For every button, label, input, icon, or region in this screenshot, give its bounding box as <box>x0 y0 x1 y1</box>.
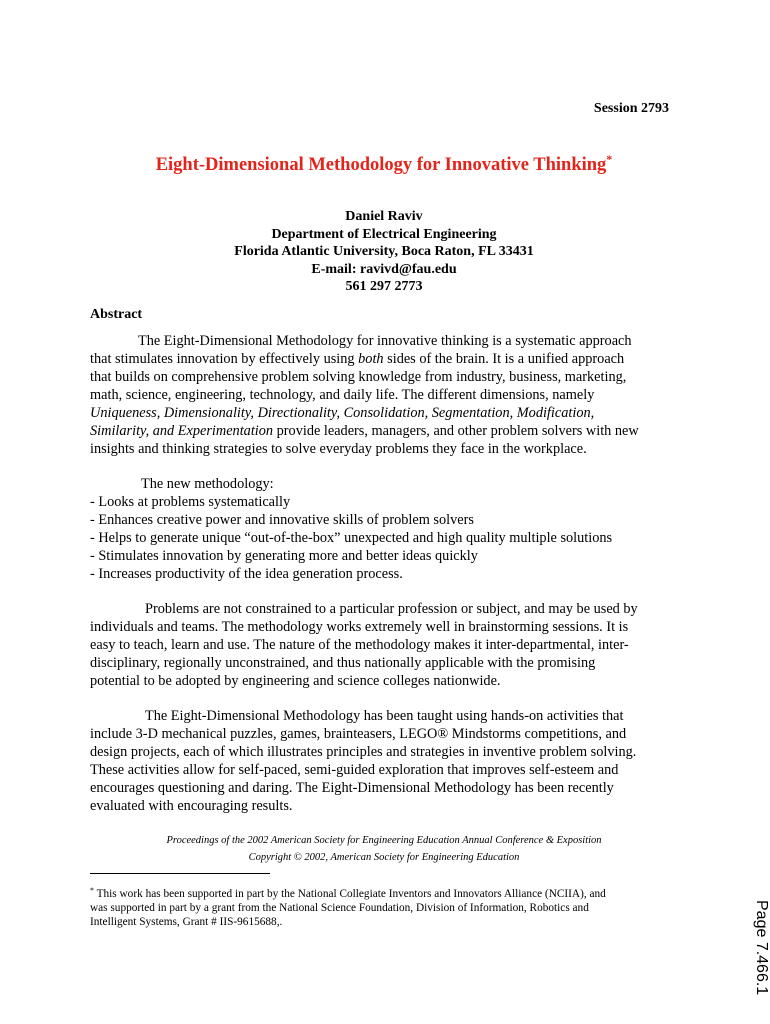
text-span: This work has been supported in part by the National Collegiate Inventors and Innovators Alliance (NCIIA), and <box>94 888 606 900</box>
footnote-line: was supported in part by a grant from the National Science Foundation, Division of Information, Robotics and <box>90 902 589 914</box>
text-line <box>90 350 680 368</box>
abstract-paragraph-2 <box>90 475 680 583</box>
proceedings-line: Proceedings of the 2002 American Society for Engineering Education Annual Conference & Exposition <box>166 835 602 846</box>
text-line: The Eight-Dimensional Methodology for innovative thinking is a systematic approach <box>138 333 632 349</box>
text-span: provide leaders, managers, and other problem solvers with new <box>273 423 639 439</box>
text-line: encourages questioning and daring. The Eight-Dimensional Methodology has been recently <box>90 780 614 796</box>
abstract-paragraph-3 <box>90 600 680 690</box>
abstract-paragraph-1 <box>90 332 680 458</box>
paper-title <box>0 152 768 176</box>
author-email: E-mail: ravivd@fau.edu <box>311 261 457 277</box>
author-phone: 561 297 2773 <box>345 279 423 294</box>
session-number: Session 2793 <box>593 101 669 116</box>
footnote-line: Intelligent Systems, Grant # IIS-9615688,. <box>90 916 283 928</box>
text-line: math, science, engineering, technology, and daily life. The different dimensions, namely <box>90 387 595 403</box>
emphasis-text: both <box>358 351 384 367</box>
text-line: evaluated with encouraging results. <box>90 798 293 814</box>
page-number: Page 7.466.1 <box>753 900 770 996</box>
text-span: that stimulates innovation by effectively using <box>90 351 359 367</box>
text-line: easy to teach, learn and use. The nature of the methodology makes it inter-departmental, inter- <box>90 637 629 653</box>
text-line <box>90 404 680 422</box>
text-line: include 3-D mechanical puzzles, games, brainteasers, LEGO® Mindstorms competitions, and <box>90 726 627 742</box>
copyright-line: Copyright © 2002, American Society for Engineering Education <box>248 852 520 863</box>
text-line: Problems are not constrained to a particular profession or subject, and may be used by <box>145 601 638 617</box>
text-span: sides of the brain. It is a unified approach <box>383 351 625 367</box>
text-line: potential to be adopted by engineering and science colleges nationwide. <box>90 673 501 689</box>
text-line: These activities allow for self-paced, semi-guided exploration that improves self-esteem and <box>90 762 619 778</box>
bullet-item: - Increases productivity of the idea generation process. <box>90 566 403 582</box>
text-line: The Eight-Dimensional Methodology has been taught using hands-on activities that <box>145 708 624 724</box>
text-line: individuals and teams. The methodology works extremely well in brainstorming sessions. It is <box>90 619 629 635</box>
text-line: The new methodology: <box>141 476 274 492</box>
abstract-heading: Abstract <box>90 307 143 322</box>
footnote <box>90 884 690 929</box>
bullet-item: - Stimulates innovation by generating more and better ideas quickly <box>90 548 478 564</box>
author-name: Daniel Raviv <box>345 209 423 224</box>
bullet-item: - Helps to generate unique “out-of-the-box” unexpected and high quality multiple solutions <box>90 530 613 546</box>
title-footnote-mark: * <box>606 152 613 166</box>
abstract-paragraph-4 <box>90 707 680 815</box>
bullet-item: - Enhances creative power and innovative skills of problem solvers <box>90 512 474 528</box>
author-block <box>0 208 768 296</box>
text-line: insights and thinking strategies to solve everyday problems they face in the workplace. <box>90 441 587 457</box>
text-line <box>90 422 680 440</box>
text-line: that builds on comprehensive problem solving knowledge from industry, business, marketing, <box>90 369 627 385</box>
author-department: Department of Electrical Engineering <box>271 226 497 242</box>
footnote-divider <box>90 873 270 874</box>
emphasis-text: Uniqueness, Dimensionality, Directionality, Consolidation, Segmentation, Modification, <box>90 405 595 421</box>
text-line: disciplinary, regionally unconstrained, and thus nationally applicable with the promising <box>90 655 596 671</box>
footnote-line <box>90 884 690 901</box>
text-line: design projects, each of which illustrates principles and strategies in inventive problem solving. <box>90 744 637 760</box>
proceedings-footer <box>0 832 768 866</box>
author-affiliation: Florida Atlantic University, Boca Raton, FL 33431 <box>234 244 534 259</box>
emphasis-text: Similarity, and Experimentation <box>90 423 274 439</box>
bullet-item: - Looks at problems systematically <box>90 494 291 510</box>
footnote-mark: * <box>90 886 94 895</box>
title-text: Eight-Dimensional Methodology for Innovative Thinking <box>155 155 607 175</box>
